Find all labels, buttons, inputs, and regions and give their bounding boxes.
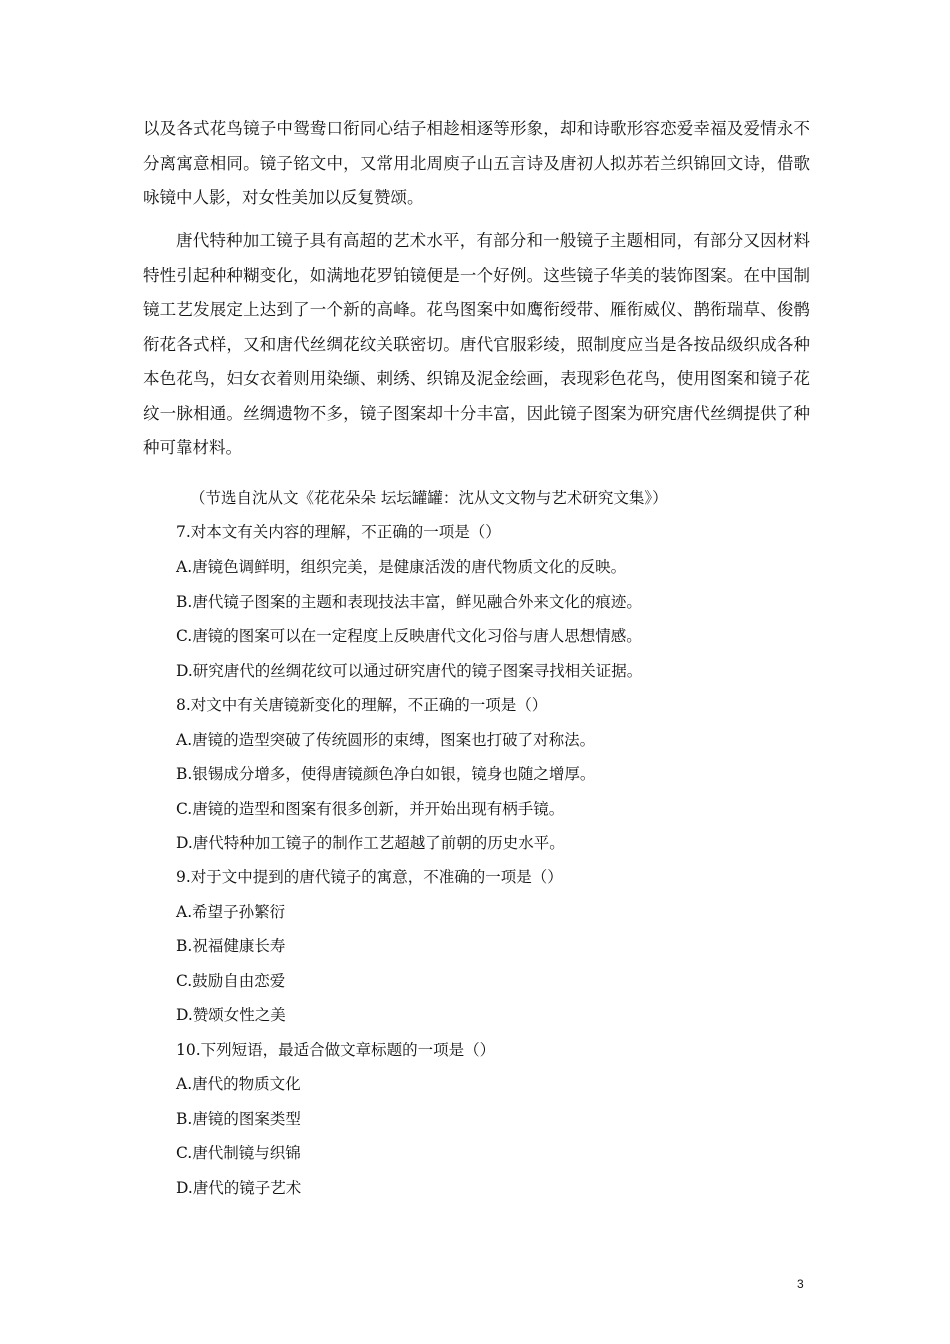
question-7-option-b: B.唐代镜子图案的主题和表现技法丰富，鲜见融合外来文化的痕迹。 (176, 593, 642, 611)
question-8-option-a: A.唐镜的造型突破了传统圆形的束缚，图案也打破了对称法。 (176, 731, 596, 749)
question-7-option-d: D.研究唐代的丝绸花纹可以通过研究唐代的镜子图案寻找相关证据。 (176, 662, 643, 680)
question-10-option-d: D.唐代的镜子艺术 (176, 1179, 302, 1197)
question-9-option-c: C.鼓励自由恋爱 (176, 972, 286, 990)
question-8-option-b: B.银锡成分增多，使得唐镜颜色净白如银，镜身也随之增厚。 (176, 765, 596, 783)
question-10-option-b: B.唐镜的图案类型 (176, 1110, 301, 1128)
passage-source: （节选自沈从文《花花朵朵 坛坛罐罐：沈从文文物与艺术研究文集》） (190, 489, 668, 507)
question-7-option-a: A.唐镜色调鲜明，组织完美，是健康活泼的唐代物质文化的反映。 (176, 558, 627, 576)
question-8-option-c: C.唐镜的造型和图案有很多创新，并开始出现有柄手镜。 (176, 800, 565, 818)
question-8-stem: 8.对文中有关唐镜新变化的理解，不正确的一项是（） (176, 696, 548, 714)
question-9-option-a: A.希望子孙繁衍 (176, 903, 286, 921)
question-10-stem: 10.下列短语，最适合做文章标题的一项是（） (176, 1041, 496, 1059)
question-9-option-b: B.祝福健康长寿 (176, 937, 286, 955)
page-number: 3 (797, 1277, 804, 1291)
question-9-option-d: D.赞颂女性之美 (176, 1006, 286, 1024)
passage-paragraph-2: 唐代特种加工镜子具有高超的艺术水平，有部分和一般镜子主题相同，有部分又因材料特性引起种种糊变化，如满地花罗铂镜便是一个好例。这些镜子华美的装饰图案。在中国制镜工艺发展定上达到了一个新的高峰。花鸟图案中如鹰衔绶带、雁衔威仪、鹊衔瑞草、俊鹘衔花各式样，又和唐代丝绸花纹关联密切。唐代官服彩绫，照制度应当是各按品级织成各种本色花鸟，妇女衣着则用染缬、刺绣、织锦及泥金绘画，表现彩色花鸟，使用图案和镜子花纹一脉相通。丝绸遗物不多，镜子图案却十分丰富，因此镜子图案为研究唐代丝绸提供了种种可靠材料。 (143, 231, 810, 457)
question-10-option-c: C.唐代制镜与织锦 (176, 1144, 301, 1162)
question-8-option-d: D.唐代特种加工镜子的制作工艺超越了前朝的历史水平。 (176, 834, 565, 852)
question-9-stem: 9.对于文中提到的唐代镜子的寓意，不准确的一项是（） (176, 868, 563, 886)
passage-paragraph-1: 以及各式花鸟镜子中鸳鸯口衔同心结子相趁相逐等形象，却和诗歌形容恋爱幸福及爱情永不分离寓意相同。镜子铭文中，又常用北周庾子山五言诗及唐初人拟苏若兰织锦回文诗，借歌咏镜中人影，对女性美加以反复赞颂。 (143, 119, 810, 207)
question-10-option-a: A.唐代的物质文化 (176, 1075, 301, 1093)
question-7-stem: 7.对本文有关内容的理解，不正确的一项是（） (176, 523, 501, 541)
question-7-option-c: C.唐镜的图案可以在一定程度上反映唐代文化习俗与唐人思想情感。 (176, 627, 642, 645)
